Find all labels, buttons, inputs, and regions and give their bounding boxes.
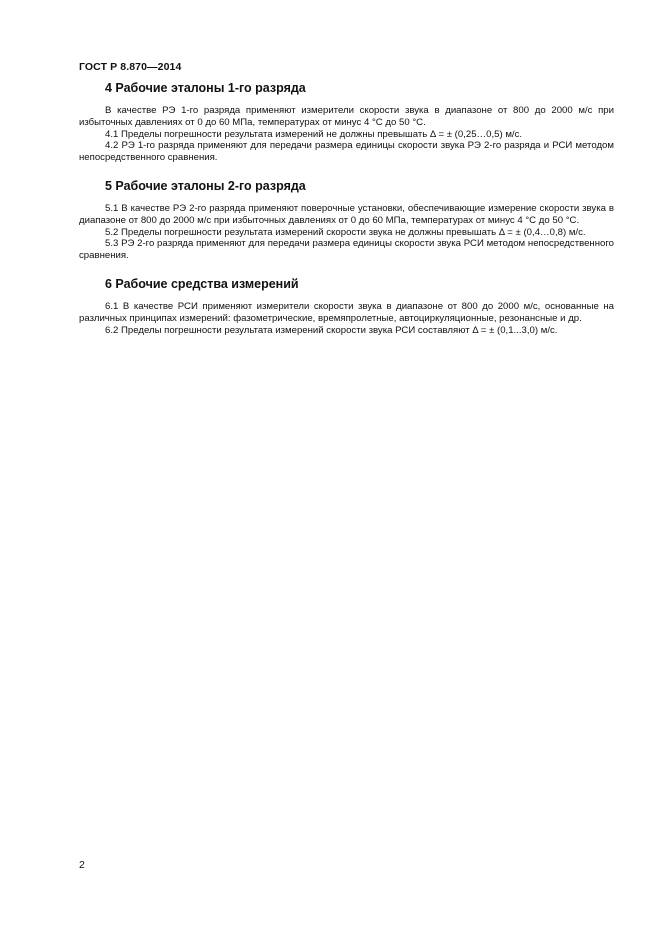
section-4 — [79, 80, 614, 164]
document-body — [79, 80, 614, 350]
paragraph: 6.2 Пределы погрешности результата измерений скорости звука РСИ составляют Δ = ± (0,1...3,0) м/с. — [105, 324, 558, 336]
page-number: 2 — [79, 859, 85, 871]
paragraph: 5.3 РЭ 2-го разряда применяют для передачи размера единицы скорости звука РСИ методом непосредственного сравнения. — [79, 238, 614, 262]
paragraph: 5.1 В качестве РЭ 2-го разряда применяют поверочные установки, обеспечивающие измерение скорости звука в диапазоне от 800 до 2000 м/с при избыточных давлениях от 0 до 60 МПа, температурах от минус 4 °С до 50 °С. — [79, 202, 614, 226]
paragraph: 4.1 Пределы погрешности результата измерений не должны превышать Δ = ± (0,25…0,5) м/с. — [105, 128, 523, 140]
section-heading: 4 Рабочие эталоны 1-го разряда — [105, 81, 306, 95]
paragraph: 5.2 Пределы погрешности результата измерений скорости звука не должны превышать Δ = ± (0,4…0,8) м/с. — [105, 226, 586, 238]
paragraph: 6.1 В качестве РСИ применяют измерители скорости звука в диапазоне от 800 до 2000 м/с, основанные на различных принципах измерений: фазометрические, времяпролетные, автоциркуляционные, резонансные и др. — [79, 300, 614, 324]
paragraph: В качестве РЭ 1-го разряда применяют измерители скорости звука в диапазоне от 800 до 2000 м/с при избыточных давлениях от 0 до 60 МПа, температурах от минус 4 °С до 50 °С. — [79, 105, 614, 128]
document-code: ГОСТ Р 8.870—2014 — [79, 61, 182, 73]
section-6 — [79, 276, 614, 336]
paragraph: 4.2 РЭ 1-го разряда применяют для передачи размера единицы скорости звука РЭ 2-го разряда и РСИ методом непосредственного сравнения. — [79, 140, 614, 164]
section-heading: 5 Рабочие эталоны 2-го разряда — [105, 178, 306, 193]
section-heading: 6 Рабочие средства измерений — [105, 276, 299, 291]
section-5 — [79, 178, 614, 262]
